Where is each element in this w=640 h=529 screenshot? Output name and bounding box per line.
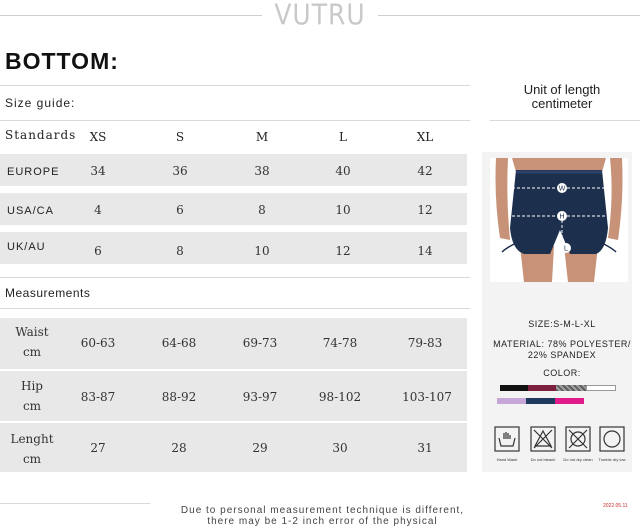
table-cell: 30: [332, 441, 348, 455]
divider: [0, 120, 470, 121]
marker-waist: W: [558, 185, 566, 193]
care-label: Tumble dry low: [598, 457, 626, 462]
color-swatch-wine: [528, 385, 556, 391]
marker-length: L: [564, 245, 568, 253]
care-label: Hand Wash: [496, 457, 518, 462]
table-cell: 93-97: [242, 390, 278, 404]
care-label: Do not dry clean: [563, 457, 593, 462]
table-cell: 34: [90, 164, 106, 178]
color-swatch-black: [500, 385, 528, 391]
color-swatch-leopard: [556, 385, 586, 391]
standards-header: Standards: [5, 128, 77, 142]
table-cell: 10: [254, 244, 270, 258]
footer-divider: [0, 503, 150, 504]
table-row: [0, 154, 467, 186]
table-cell: 31: [417, 441, 433, 455]
divider: [490, 120, 640, 121]
color-swatch-white: [586, 385, 616, 391]
unit-line-1: Unit of length: [523, 82, 601, 97]
brand-logo: VUTRU: [274, 0, 366, 32]
table-cell: 74-78: [322, 336, 358, 350]
material-line-2: 22% SPANDEX: [527, 350, 597, 360]
divider: [0, 85, 470, 86]
table-cell: 98-102: [318, 390, 362, 404]
color-label: COLOR:: [543, 368, 581, 378]
do-not-dry-clean-icon: [565, 426, 591, 452]
row-label-unit: cm: [22, 345, 42, 359]
product-photo: [490, 158, 628, 282]
row-label-usa-ca: USA/CA: [7, 205, 54, 217]
table-cell: 12: [335, 244, 351, 258]
table-row: [0, 232, 467, 264]
size-col-xl: XL: [416, 130, 434, 144]
footer-note-line-2: there may be 1-2 inch error of the physical: [207, 516, 438, 527]
size-guide-label: Size guide:: [5, 96, 76, 110]
marker-hip: H: [559, 213, 565, 221]
size-col-m: M: [255, 130, 269, 144]
table-cell: 103-107: [402, 390, 452, 404]
unit-of-length: [492, 83, 632, 111]
table-cell: 4: [94, 203, 102, 217]
row-label-line: Lenght: [10, 432, 54, 446]
hand-wash-icon: [494, 426, 520, 452]
row-label-line: Waist: [15, 325, 49, 339]
table-cell: 10: [335, 203, 351, 217]
color-swatch-pink: [555, 398, 584, 404]
header-line-left: [0, 15, 262, 16]
row-label-uk-au: UK/AU: [7, 241, 46, 253]
unit-line-2: centimeter: [531, 96, 593, 111]
size-col-s: S: [175, 130, 185, 144]
size-col-xs: XS: [89, 130, 107, 144]
table-cell: 12: [417, 203, 433, 217]
table-cell: 83-87: [80, 390, 116, 404]
material-spec: [492, 339, 632, 361]
color-swatch-navy: [526, 398, 555, 404]
measurements-header: Measurements: [5, 286, 91, 300]
table-cell: 28: [171, 441, 187, 455]
table-cell: 27: [90, 441, 106, 455]
row-label-unit: cm: [22, 452, 42, 466]
tumble-dry-low-icon: [599, 426, 625, 452]
date-stamp: 2022.05.11: [603, 503, 628, 509]
table-cell: 29: [252, 441, 268, 455]
row-label-length: [0, 429, 64, 469]
table-cell: 14: [417, 244, 433, 258]
row-label-unit: cm: [22, 399, 42, 413]
row-label-europe: EUROPE: [7, 166, 60, 178]
table-row: [0, 318, 467, 369]
table-cell: 8: [258, 203, 266, 217]
row-label-hip: [0, 376, 64, 416]
table-row: [0, 193, 467, 225]
divider: [0, 308, 470, 309]
table-cell: 64-68: [161, 336, 197, 350]
size-col-l: L: [339, 130, 347, 144]
size-spec: SIZE:S-M-L-XL: [528, 319, 596, 329]
table-cell: 69-73: [242, 336, 278, 350]
header-line-right: [378, 15, 640, 16]
divider: [0, 277, 470, 278]
table-cell: 40: [335, 164, 351, 178]
table-cell: 8: [176, 244, 184, 258]
care-label: Do not bleach: [530, 457, 556, 462]
material-line-1: MATERIAL: 78% POLYESTER/: [493, 339, 631, 349]
table-row: [0, 423, 467, 472]
table-cell: 60-63: [80, 336, 116, 350]
table-cell: 6: [94, 244, 102, 258]
row-label-waist: [0, 322, 64, 362]
table-cell: 42: [417, 164, 433, 178]
table-cell: 38: [254, 164, 270, 178]
row-label-line: Hip: [21, 379, 43, 393]
footer-note-line-1: Due to personal measurement technique is different,: [180, 505, 465, 516]
table-cell: 88-92: [161, 390, 197, 404]
do-not-bleach-icon: [530, 426, 556, 452]
page-title: BOTTOM:: [5, 48, 119, 74]
table-row: [0, 371, 467, 421]
table-cell: 36: [172, 164, 188, 178]
color-swatch-lilac: [497, 398, 526, 404]
table-cell: 79-83: [407, 336, 443, 350]
table-cell: 6: [176, 203, 184, 217]
